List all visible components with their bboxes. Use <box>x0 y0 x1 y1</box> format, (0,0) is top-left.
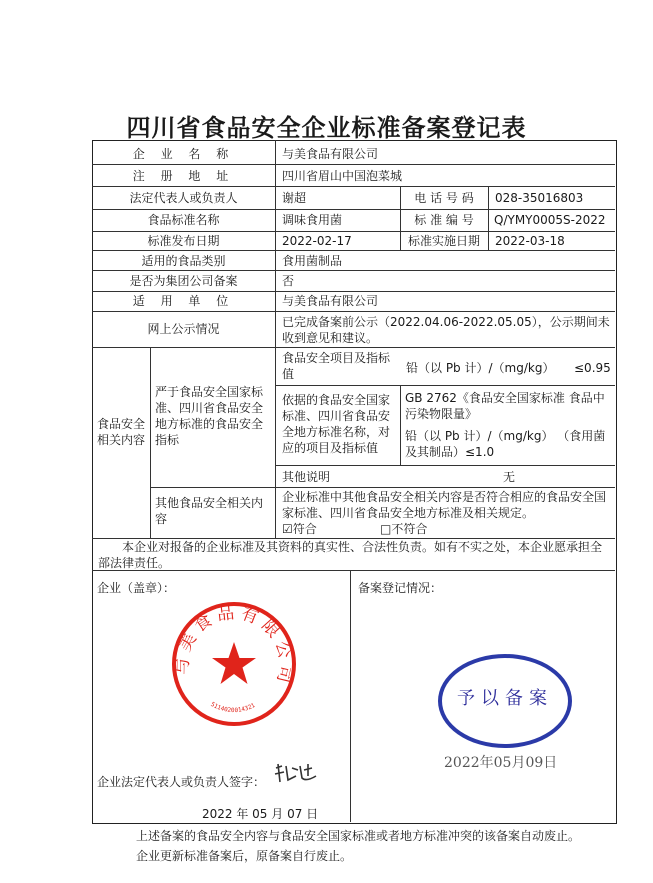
company-name-label: 企 业 名 称 <box>132 147 235 161</box>
release-date-value: 2022-02-17 <box>282 234 352 248</box>
basis-standard-label: 依据的食品安全国家标准、四川省食品安全地方标准名称，对应的项目及指标值 <box>282 393 391 455</box>
standard-number-label: 标 准 编 号 <box>414 213 474 227</box>
category-value: 食用菌制品 <box>282 254 343 268</box>
address-label: 注 册 地 址 <box>132 169 235 183</box>
company-seal-label: 企业（盖章）： <box>97 581 176 595</box>
applicable-unit-value: 与美食品有限公司 <box>282 294 379 308</box>
address-value: 四川省眉山中国泡菜城 <box>282 169 403 183</box>
handwritten-signature <box>272 762 320 786</box>
item-indicator-value: 铅（以 Pb 计）/（mg/kg） <box>406 361 555 375</box>
not-comply-checkbox: □不符合 <box>380 522 428 536</box>
legal-rep-value: 谢超 <box>282 191 307 205</box>
stricter-indicator-label: 严于食品安全国家标准、四川省食品安全地方标准的食品安全指标 <box>155 385 264 447</box>
footer-note: 上述备案的食品安全内容与食品安全国家标准或者地方标准冲突的该备案自动废止。企业更新标准备案后，原备案自行废止。 <box>136 829 581 863</box>
impl-date-value: 2022-03-18 <box>495 234 565 248</box>
standard-name-label: 食品标准名称 <box>147 213 220 227</box>
filing-status-label: 备案登记情况： <box>358 581 443 595</box>
phone-label: 电 话 号 码 <box>414 191 474 205</box>
other-content-value: 企业标准中其他食品安全相关内容是否符合相应的食品安全国家标准、四川省食品安全地方标准及相关规定。 <box>282 490 607 520</box>
sign-date: 2022 年 05 月 07 日 <box>202 807 319 821</box>
other-content-label: 其他食品安全相关内容 <box>155 496 264 526</box>
standard-number-value: Q/YMY0005S-2022 <box>494 213 606 227</box>
page-title: 四川省食品安全企业标准备案登记表 <box>126 113 527 142</box>
comply-checkbox: ☑符合 <box>282 522 317 536</box>
company-name-value: 与美食品有限公司 <box>282 147 379 161</box>
approval-date: 2022年05月09日 <box>444 755 558 771</box>
legal-rep-label: 法定代表人或负责人 <box>129 191 238 205</box>
approval-text: 予以备案 <box>457 688 553 709</box>
applicable-unit-label: 适 用 单 位 <box>132 294 235 308</box>
impl-date-label: 标准实施日期 <box>407 234 480 248</box>
group-filing-value: 否 <box>282 274 295 288</box>
basis-standard-value: GB 2762《食品安全国家标准 食品中污染物限量》 <box>405 391 605 421</box>
phone-value: 028-35016803 <box>495 191 584 205</box>
signer-label: 企业法定代表人或负责人签字： <box>97 775 266 789</box>
item-indicator-label: 食品安全项目及指标值 <box>282 351 391 381</box>
approval-stamp <box>438 654 572 748</box>
item-indicator-limit: ≤0.95 <box>574 361 611 375</box>
basis-standard-item: 铅（以 Pb 计）/（mg/kg） （食用菌及其制品）≤1.0 <box>405 429 606 459</box>
category-label: 适用的食品类别 <box>141 254 226 268</box>
safety-group-label: 食品安全相关内容 <box>96 417 145 447</box>
other-notes-label: 其他说明 <box>282 470 331 484</box>
company-seal-stamp <box>170 600 298 728</box>
standard-name-value: 调味食用菌 <box>282 213 343 227</box>
publicity-label: 网上公示情况 <box>147 322 220 336</box>
svg-text:5114020014321: 5114020014321 <box>209 700 257 715</box>
svg-text:与美食品有限公司: 与美食品有限公司 <box>172 602 296 690</box>
other-notes-value: 无 <box>503 470 516 484</box>
group-filing-label: 是否为集团公司备案 <box>129 274 238 288</box>
publicity-value: 已完成备案前公示（2022.04.06-2022.05.05），公示期间未收到意见和建议。 <box>282 315 610 345</box>
release-date-label: 标准发布日期 <box>147 234 220 248</box>
declaration-text: 本企业对报备的企业标准及其资料的真实性、合法性负责。如有不实之处，本企业愿承担全部法律责任。 <box>98 540 603 570</box>
